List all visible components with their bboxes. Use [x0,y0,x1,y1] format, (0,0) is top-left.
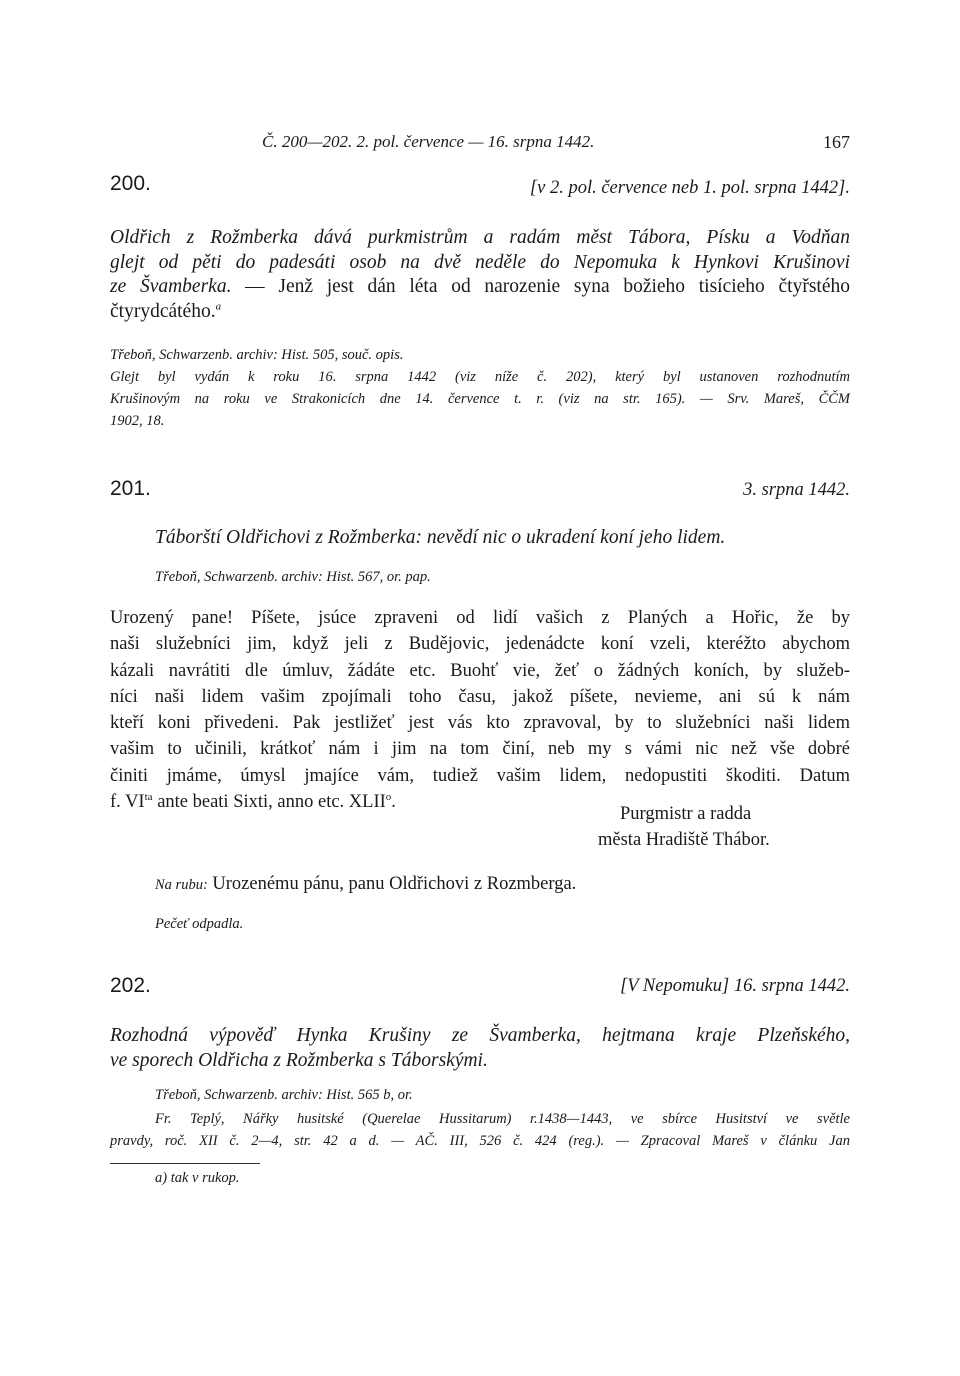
doc-201-dating-text: f. VI [110,792,145,813]
doc-201-source: Třeboň, Schwarzenb. archiv: Hist. 567, or. pap. [155,569,431,585]
doc-202-apparatus [110,1108,850,1152]
doc-202-regest-line: ve sporech Oldřicha z Rožmberka s Táborskými. [110,1049,488,1071]
doc-201-dating-text: . [391,792,396,813]
doc-200-apparatus [110,344,850,432]
doc-201-text-line: Urozený pane! Píšete, jsúce zpraveni od lidí vašich z Planých a Hořic, že by [110,608,850,628]
doc-201-number: 201. [110,477,151,500]
doc-201-text-line: naši služebníci jim, když jeli z Budějovic, jedenádcte koní vzeli, kteréžto abychom [110,634,850,655]
signature-line: Purgmistr a radda [620,804,752,824]
verso-label: Na rubu: [155,877,208,893]
footnote-mark: a [215,300,222,312]
doc-200-regest [110,226,850,324]
doc-202-source: Třeboň, Schwarzenb. archiv: Hist. 565 b, or. [155,1087,413,1103]
doc-200-source: Třeboň, Schwarzenb. archiv: Hist. 505, souč. opis. [110,347,404,363]
doc-200-number: 200. [110,172,151,195]
running-header: Č. 200—202. 2. pol. července — 16. srpna 1442. [262,132,595,151]
doc-200-regest-italic: ze Švamberka. [110,276,232,297]
doc-201-text-line: vašim to učinili, krátkoť nám i jim na tom činí, neb my s vámi nic než vše dobré [110,739,850,760]
doc-201-text-line: kázali navrátiti dle úmluv, žádáte etc. Buohť vie, žeť o žádných koních, by služeb- [110,660,850,681]
doc-200-date: [v 2. pol. července neb 1. pol. srpna 1442]. [529,178,850,198]
doc-201-dating-text: ante beati Sixti, anno etc. XLII [152,792,386,813]
doc-201-regest: Táborští Oldřichovi z Rožmberka: nevědí nic o ukradení koní jeho lidem. [155,527,726,548]
doc-201-text-line: činiti jmáme, úmysl jmajíce vám, tudiež vašim lidem, nedopustiti škoditi. Datum [110,765,850,786]
doc-201-date: 3. srpna 1442. [743,480,850,500]
page-number: 167 [823,132,850,152]
doc-200-regest-line: glejt od pěti do padesáti osob na dvě neděle do Nepomuka k Hynkovi Krušinovi [110,251,850,273]
doc-200-note-line: Krušinovým na roku ve Strakonicích dne 14. července t. r. (viz na str. 165). — Srv. Mareš, ČČM [110,391,850,407]
doc-201-text [110,605,850,815]
doc-200-regest-line [110,275,850,300]
doc-201-text-line: kteří koni přivedeni. Pak jestližeť jest vás kto zpravoval, by to služebníci naši lidem [110,713,850,734]
doc-200-note-line: Glejt byl vydán k roku 16. srpna 1442 (viz níže č. 202), který byl ustanoven rozhodnutím [110,369,850,385]
doc-200-note-line: 1902, 18. [110,413,165,429]
superscript: o [385,790,392,803]
footnote-text: a) tak v rukop. [155,1170,240,1186]
doc-202-note-line: Fr. Teplý, Nářky husitské (Querelae Hussitarum) r.1438—1443, ve sbírce Husitství ve světle [155,1111,850,1127]
doc-200-regest-line [110,300,850,325]
verso-note [155,874,576,895]
doc-202-number: 202. [110,974,151,997]
footnote-divider [110,1163,260,1164]
verso-text: Urozenému pánu, panu Oldřichovi z Rozmberga. [207,874,577,894]
doc-200-dating-clause: — Jenž jest dán léta od narozenie syna božieho tisícieho čtyřstého [231,276,850,297]
superscript: ta [144,790,153,803]
doc-200-dating-end: čtyrydcátého. [110,300,216,322]
doc-201-text-line: níci naši lidem vašim zpojímali toho času, jakož píšete, nevieme, ani sú k nám [110,686,850,707]
doc-202-regest [110,1024,850,1073]
signature-line: města Hradiště Thábor. [598,830,770,850]
doc-200-regest-line: Oldřich z Rožmberka dává purkmistrům a radám měst Tábora, Písku a Vodňan [110,227,850,248]
seal-note: Pečeť odpadla. [155,916,244,932]
doc-202-date: [V Nepomuku] 16. srpna 1442. [620,976,850,996]
doc-202-note-line: pravdy, roč. XII č. 2—4, str. 42 a d. — AČ. III, 526 č. 424 (reg.). — Zpracoval Mareš v článku Jan [110,1133,850,1149]
doc-202-regest-line: Rozhodná výpověď Hynka Krušiny ze Švamberka, hejtmana kraje Plzeňského, [110,1025,850,1046]
